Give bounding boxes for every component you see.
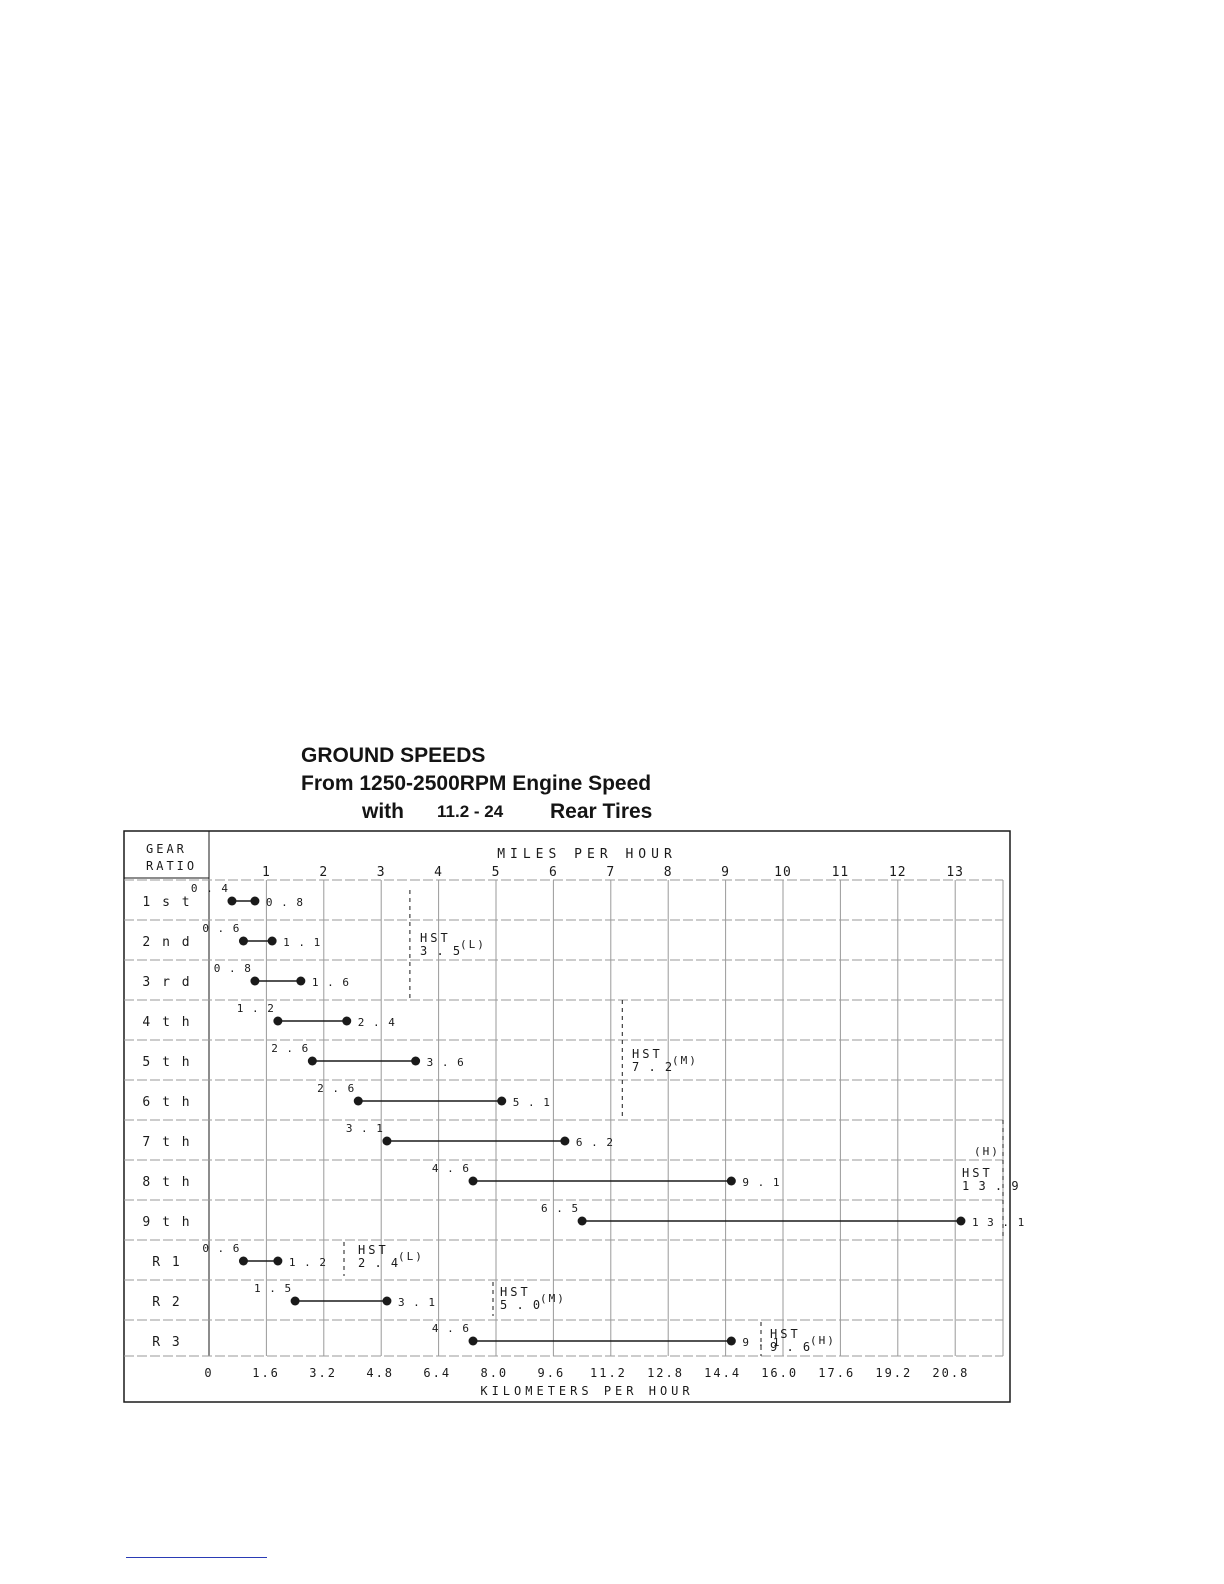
hst-range: (H) bbox=[974, 1145, 1000, 1158]
chart-subtitle-with: with bbox=[362, 800, 404, 823]
gear-label-7th: 7 t h bbox=[142, 1135, 192, 1150]
kmh-tick-label: 3.2 bbox=[309, 1366, 337, 1380]
min-speed-label: 4 . 6 bbox=[431, 1322, 471, 1335]
mph-tick-label: 8 bbox=[663, 865, 673, 880]
kmh-tick-label: 19.2 bbox=[875, 1366, 913, 1380]
max-speed-point bbox=[956, 1217, 965, 1226]
kmh-tick-label: 12.8 bbox=[647, 1366, 684, 1380]
max-speed-point bbox=[273, 1257, 282, 1266]
mph-tick-label: 12 bbox=[888, 865, 907, 880]
top-axis-label: MILES PER HOUR bbox=[497, 847, 677, 862]
max-speed-label: 1 3 . 1 bbox=[971, 1216, 1026, 1229]
max-speed-label: 6 . 2 bbox=[575, 1136, 615, 1149]
max-speed-label: 1 . 2 bbox=[288, 1256, 328, 1269]
gear-label-4th: 4 t h bbox=[142, 1015, 192, 1030]
min-speed-point bbox=[250, 977, 259, 986]
min-speed-label: 6 . 5 bbox=[540, 1202, 580, 1215]
max-speed-label: 1 . 1 bbox=[283, 936, 322, 949]
mph-tick-label: 2 bbox=[319, 865, 329, 880]
min-speed-point bbox=[239, 937, 248, 946]
chart-subtitle: From 1250-2500RPM Engine Speed bbox=[301, 772, 652, 795]
max-speed-point bbox=[727, 1337, 736, 1346]
speed-range-8th bbox=[432, 1162, 781, 1189]
hst-value: 1 3 . 9 bbox=[962, 1179, 1020, 1193]
kmh-tick-label: 1.6 bbox=[252, 1366, 280, 1380]
min-speed-label: 1 . 5 bbox=[253, 1282, 293, 1295]
max-speed-point bbox=[296, 977, 305, 986]
hst-label: HST bbox=[962, 1166, 993, 1180]
mph-tick-label: 13 bbox=[946, 865, 965, 880]
speed-range-R3 bbox=[432, 1322, 781, 1349]
kmh-tick-label: 17.6 bbox=[818, 1366, 856, 1380]
gear-label-8th: 8 t h bbox=[142, 1175, 192, 1190]
kmh-tick-label: 20.8 bbox=[932, 1366, 970, 1380]
min-speed-label: 0 . 8 bbox=[213, 962, 252, 975]
chart-title: GROUND SPEEDS bbox=[301, 744, 486, 767]
kmh-tick-label: 16.0 bbox=[761, 1366, 799, 1380]
max-speed-label: 2 . 4 bbox=[357, 1016, 396, 1029]
mph-tick-label: 7 bbox=[606, 865, 616, 880]
speed-range-4th bbox=[237, 1002, 396, 1029]
speed-range-R1 bbox=[202, 1242, 327, 1269]
speed-range-1st bbox=[191, 882, 304, 909]
chart-frame bbox=[124, 831, 1010, 1402]
min-speed-label: 0 . 4 bbox=[190, 882, 229, 895]
speed-range-5th bbox=[271, 1042, 465, 1069]
min-speed-label: 0 . 6 bbox=[202, 1242, 241, 1255]
hst-label: HST bbox=[632, 1047, 663, 1061]
mph-tick-label: 11 bbox=[831, 865, 850, 880]
speed-range-7th bbox=[346, 1122, 614, 1149]
kmh-tick-label: 9.6 bbox=[537, 1366, 566, 1380]
mph-tick-label: 5 bbox=[491, 865, 501, 880]
max-speed-point bbox=[382, 1297, 391, 1306]
min-speed-point bbox=[308, 1057, 317, 1066]
kmh-tick-label: 11.2 bbox=[590, 1366, 627, 1380]
hst-annotation-forward-M bbox=[622, 1000, 698, 1118]
gear-label-2nd: 2 n d bbox=[142, 935, 192, 950]
gear-label-R3: R 3 bbox=[152, 1335, 182, 1350]
max-speed-point bbox=[411, 1057, 420, 1066]
max-speed-label: 9 . 1 bbox=[742, 1176, 781, 1189]
hst-value: 2 . 4 bbox=[358, 1256, 400, 1270]
speed-range-2nd bbox=[202, 922, 321, 949]
mph-tick-label: 4 bbox=[434, 865, 444, 880]
max-speed-point bbox=[250, 897, 259, 906]
bottom-axis-label: KILOMETERS PER HOUR bbox=[480, 1384, 694, 1398]
speed-range-R2 bbox=[254, 1282, 436, 1309]
min-speed-label: 0 . 6 bbox=[202, 922, 241, 935]
hst-value: 5 . 0 bbox=[500, 1298, 542, 1312]
max-speed-label: 0 . 8 bbox=[265, 896, 305, 909]
hst-value: 9 . 6 bbox=[770, 1340, 812, 1354]
gear-label-5th: 5 t h bbox=[142, 1055, 192, 1070]
hst-value: 3 . 5 bbox=[420, 944, 462, 958]
hst-label: HST bbox=[500, 1285, 531, 1299]
hst-range: (L) bbox=[398, 1250, 424, 1263]
mph-tick-label: 1 bbox=[261, 865, 271, 880]
min-speed-point bbox=[469, 1337, 478, 1346]
kmh-tick-label: 4.8 bbox=[366, 1366, 395, 1380]
min-speed-point bbox=[291, 1297, 300, 1306]
min-speed-point bbox=[239, 1257, 248, 1266]
max-speed-label: 3 . 6 bbox=[426, 1056, 465, 1069]
min-speed-label: 4 . 6 bbox=[431, 1162, 471, 1175]
max-speed-point bbox=[342, 1017, 351, 1026]
gear-label-R1: R 1 bbox=[152, 1255, 182, 1270]
hst-range: (M) bbox=[672, 1054, 698, 1067]
mph-tick-label: 3 bbox=[376, 865, 386, 880]
hst-label: HST bbox=[358, 1243, 389, 1257]
hst-annotation-reverse-L bbox=[344, 1242, 424, 1276]
gear-label-6th: 6 t h bbox=[142, 1095, 192, 1110]
hst-value: 7 . 2 bbox=[632, 1060, 674, 1074]
max-speed-point bbox=[560, 1137, 569, 1146]
max-speed-label: 5 . 1 bbox=[512, 1096, 551, 1109]
min-speed-point bbox=[578, 1217, 587, 1226]
max-speed-point bbox=[268, 937, 277, 946]
hst-range: (M) bbox=[540, 1292, 566, 1305]
kmh-tick-label: 8.0 bbox=[480, 1366, 509, 1380]
corner-label-gear: GEAR bbox=[146, 842, 187, 856]
hst-annotation-forward-L bbox=[410, 890, 486, 1000]
hst-label: HST bbox=[420, 931, 451, 945]
gear-label-3rd: 3 r d bbox=[142, 975, 192, 990]
hst-range: (L) bbox=[460, 938, 486, 951]
min-speed-point bbox=[354, 1097, 363, 1106]
min-speed-point bbox=[227, 897, 236, 906]
speed-range-3rd bbox=[214, 962, 350, 989]
kmh-tick-label: 0 bbox=[204, 1366, 214, 1380]
mph-tick-label: 9 bbox=[721, 865, 731, 880]
max-speed-point bbox=[727, 1177, 736, 1186]
max-speed-point bbox=[497, 1097, 506, 1106]
min-speed-point bbox=[469, 1177, 478, 1186]
mph-tick-label: 10 bbox=[774, 865, 792, 880]
corner-label-ratio: RATIO bbox=[146, 859, 198, 873]
kmh-tick-label: 6.4 bbox=[423, 1366, 452, 1380]
kmh-tick-label: 14.4 bbox=[704, 1366, 742, 1380]
hst-annotation-reverse-M bbox=[493, 1282, 566, 1316]
max-speed-label: 3 . 1 bbox=[397, 1296, 437, 1309]
min-speed-label: 2 . 6 bbox=[271, 1042, 310, 1055]
gear-label-9th: 9 t h bbox=[142, 1215, 192, 1230]
min-speed-label: 2 . 6 bbox=[317, 1082, 356, 1095]
footer-rule bbox=[126, 1557, 267, 1558]
max-speed-label: 9 . 1 bbox=[742, 1336, 781, 1349]
chart-subtitle-rear-tires: Rear Tires bbox=[550, 800, 653, 823]
hst-label: HST bbox=[770, 1327, 801, 1341]
max-speed-label: 1 . 6 bbox=[311, 976, 350, 989]
min-speed-point bbox=[273, 1017, 282, 1026]
mph-tick-label: 6 bbox=[548, 865, 558, 880]
gear-label-1st: 1 s t bbox=[142, 895, 192, 910]
chart-subtitle-tire-size: 11.2 - 24 bbox=[437, 802, 504, 821]
min-speed-label: 3 . 1 bbox=[345, 1122, 384, 1135]
min-speed-point bbox=[382, 1137, 391, 1146]
speed-range-6th bbox=[317, 1082, 551, 1109]
min-speed-label: 1 . 2 bbox=[236, 1002, 275, 1015]
gear-label-R2: R 2 bbox=[152, 1295, 182, 1310]
hst-range: (H) bbox=[810, 1334, 836, 1347]
